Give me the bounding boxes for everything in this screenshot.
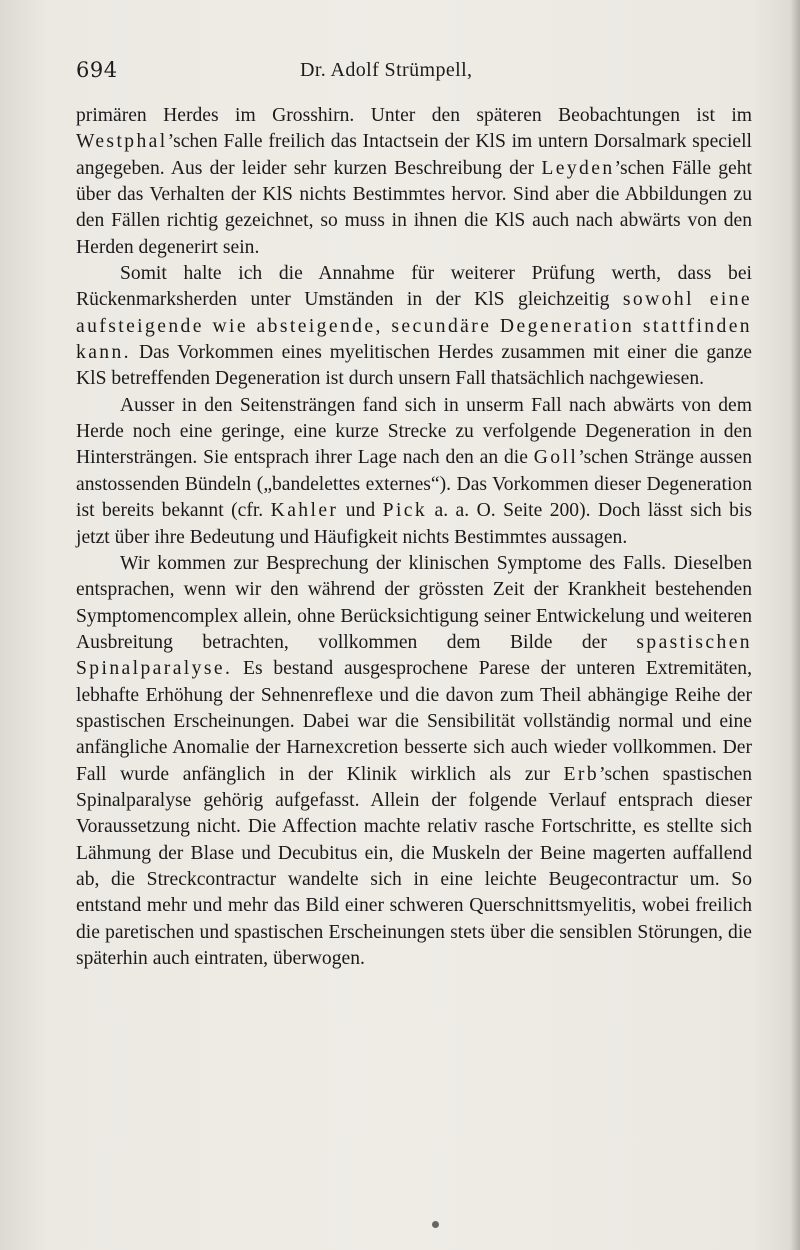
paragraph <box>76 103 752 261</box>
text-run: Das Vorkommen eines myelitischen Herdes zusammen mit einer die ganze KlS betreffenden Degeneration ist durch unsern Fall thatsächlich nachgewiesen. <box>76 342 752 390</box>
spaced-name: Kahler <box>270 500 339 522</box>
spaced-name: Pick <box>382 500 428 522</box>
text-run: a. a. O. Seite 200). Doch lässt sich bis jetzt über ihre Bedeutung und Häufigkeit nichts Bestimmtes aussagen. <box>76 500 753 548</box>
text-run: ’schen Fälle geht über das Verhalten der KlS nichts Bestimmtes hervor. Sind aber die Abbildungen zu den Fällen richtig gezeichnet, so muss in ihnen die KlS auch nach abwärts von den Herden degenerirt sein. <box>76 157 752 258</box>
page-edge-shadow <box>790 0 800 1250</box>
paragraph <box>76 261 752 393</box>
spaced-emphasis: spastischen Spinalparalyse. <box>76 631 752 680</box>
text-run: Ausser in den Seitensträngen fand sich in unserm Fall nach abwärts von dem Herde noch eine geringe, eine kurze Strecke zu verfolgende Degeneration in den Hintersträngen. Sie entsprach ihrer Lage nach den an die <box>76 394 752 469</box>
running-head: Dr. Adolf Strümpell, <box>300 59 473 81</box>
text-run: Es bestand ausgesprochene Parese der unteren Extremitäten, lebhafte Erhöhung der Sehnenreflexe und die davon zum Theil abhängige Reihe der spastischen Erscheinungen. Dabei war die Sensibilität vollständig normal und eine anfängliche Anomalie der Harnexcretion besserte sich auch wieder vollkommen. Der Fall wurde anfänglich in der Klinik wirklich als zur <box>76 658 752 785</box>
spaced-name: Goll <box>533 447 579 469</box>
spaced-name: Leyden <box>541 157 615 179</box>
spaced-emphasis: sowohl eine aufsteigende wie absteigende, secundäre Degeneration stattfinden kann. <box>76 289 753 364</box>
text-run: primären Herdes im Grosshirn. Unter den späteren Beobachtungen ist im <box>76 105 752 126</box>
page-header <box>0 56 800 88</box>
text-run: ’schen spastischen Spinalparalyse gehörig aufgefasst. Allein der folgende Verlauf entsprach dieser Voraussetzung nicht. Die Affection machte relativ rasche Fortschritte, es stellte sich Lähmung der Blase und Decubitus ein, die Muskeln der Beine magerten auffallend ab, die Streckcontractur wandelte sich in eine leichte Beugecontractur um. So entstand mehr und mehr das Bild einer schweren Querschnittsmyelitis, wobei freilich die paretischen und spastischen Erscheinungen stets über die sensiblen Störungen, die späterhin auch eintraten, überwogen. <box>76 763 752 969</box>
body-text <box>76 103 752 972</box>
spaced-name: Erb <box>563 763 600 785</box>
text-run: und <box>338 500 383 522</box>
text-run: Wir kommen zur Besprechung der klinischen Symptome des Falls. Dieselben entsprachen, wenn wir den während der grössten Zeit der Krankheit bestehenden Symptomencomplex allein, ohne Berücksichtigung seiner Entwickelung und weiteren Ausbreitung betrachten, vollkommen dem Bilde der <box>76 552 752 653</box>
paragraph <box>76 551 752 973</box>
spaced-name: Westphal <box>76 131 168 153</box>
paragraph <box>76 393 752 551</box>
text-run: ’schen Falle freilich das Intactsein der KlS im untern Dorsalmark speciell angegeben. Aus der leider sehr kurzen Beschreibung der <box>76 131 752 179</box>
page-number: 694 <box>76 58 118 82</box>
text-run: ’schen Stränge aussen anstossenden Bündeln („bandelettes externes“). Das Vorkommen dieser Degeneration ist bereits bekannt (cfr. <box>76 447 752 522</box>
text-run: Somit halte ich die Annahme für weiterer Prüfung werth, dass bei Rückenmarksherden unter Umständen in der KlS gleichzeitig <box>76 263 752 311</box>
printer-ornament <box>432 1221 439 1228</box>
